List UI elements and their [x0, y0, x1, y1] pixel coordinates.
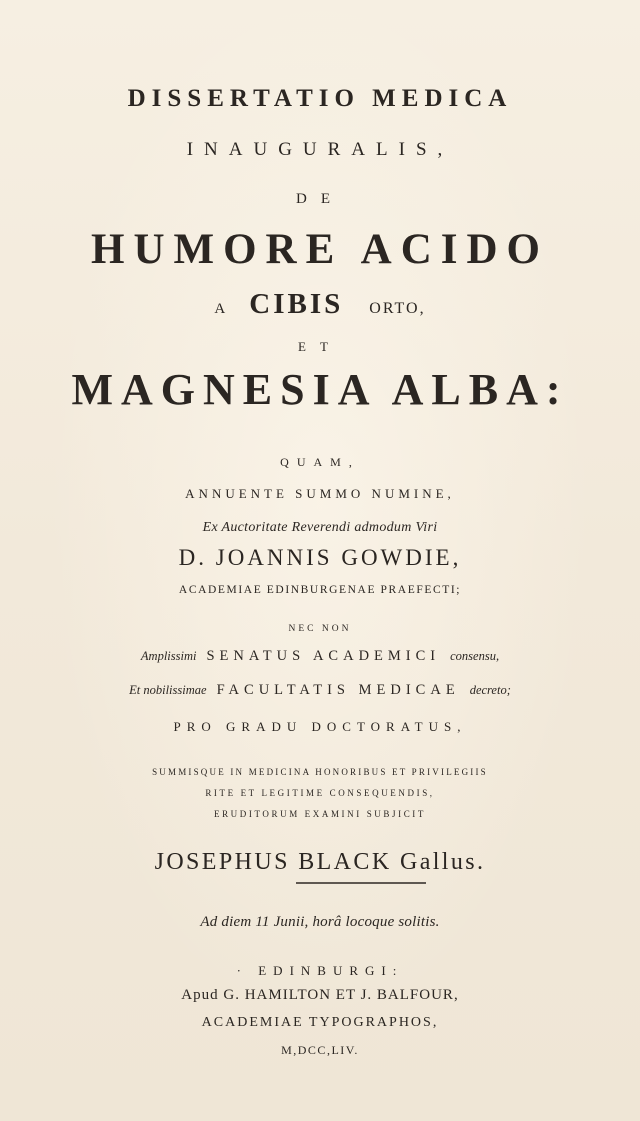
imprint-year: M,DCC,LIV.: [281, 1043, 359, 1057]
word-amplissimi: Amplissimi: [140, 649, 197, 663]
text-eruditorum: ERUDITORUM EXAMINI SUBJICIT: [213, 809, 427, 819]
text-date-line: Ad diem 11 Junii, horâ locoque solitis.: [200, 914, 440, 930]
word-decreto: decreto;: [469, 683, 511, 697]
title-magnesia-alba: MAGNESIA ALBA:: [71, 365, 569, 414]
word-orto: ORTO,: [369, 300, 426, 317]
text-ex-auctoritate: Ex Auctoritate Reverendi admodum Viri: [202, 520, 438, 535]
text-nec-non: NEC NON: [288, 624, 352, 634]
imprint-typographos: ACADEMIAE TYPOGRAPHOS,: [201, 1015, 439, 1030]
title-humore-acido: HUMORE ACIDO: [91, 226, 549, 273]
words-et-nobilissimae: Et nobilissimae: [129, 683, 207, 697]
text-joannis-gowdie: D. JOANNIS GOWDIE,: [178, 545, 462, 570]
title-inauguralis: INAUGURALIS,: [186, 139, 454, 160]
text-academiae-praefecti: ACADEMIAE EDINBURGENAE PRAEFECTI;: [178, 584, 462, 596]
text-annuente: ANNUENTE SUMMO NUMINE,: [185, 486, 455, 501]
title-dissertatio-medica: DISSERTATIO MEDICA: [127, 85, 513, 112]
word-cibis: CIBIS: [249, 288, 344, 320]
imprint-printers: Apud G. HAMILTON ET J. BALFOUR,: [181, 987, 459, 1003]
words-senatus-academici: SENATUS ACADEMICI: [206, 648, 441, 664]
word-consensu: consensu,: [450, 649, 500, 663]
title-et: ET: [298, 339, 342, 354]
author-underline: [296, 882, 426, 884]
title-de: DE: [296, 191, 344, 207]
text-senatus-academici: [0, 648, 640, 664]
imprint-place: · EDINBURGI:: [236, 963, 404, 978]
text-rite-et-legitime: RITE ET LEGITIME CONSEQUENDIS,: [205, 788, 435, 798]
text-pro-gradu-doctoratus: PRO GRADU DOCTORATUS,: [173, 719, 467, 734]
title-a-cibis-orto: [0, 290, 640, 319]
text-summisque: SUMMISQUE IN MEDICINA HONORIBUS ET PRIVILEGIIS: [152, 767, 488, 777]
text-quam: QUAM,: [280, 455, 360, 469]
author-name: JOSEPHUS BLACK Gallus.: [154, 849, 486, 875]
word-a: A: [214, 301, 228, 317]
text-facultatis-medicae: [0, 682, 640, 698]
words-facultatis-medicae: FACULTATIS MEDICAE: [216, 682, 460, 698]
